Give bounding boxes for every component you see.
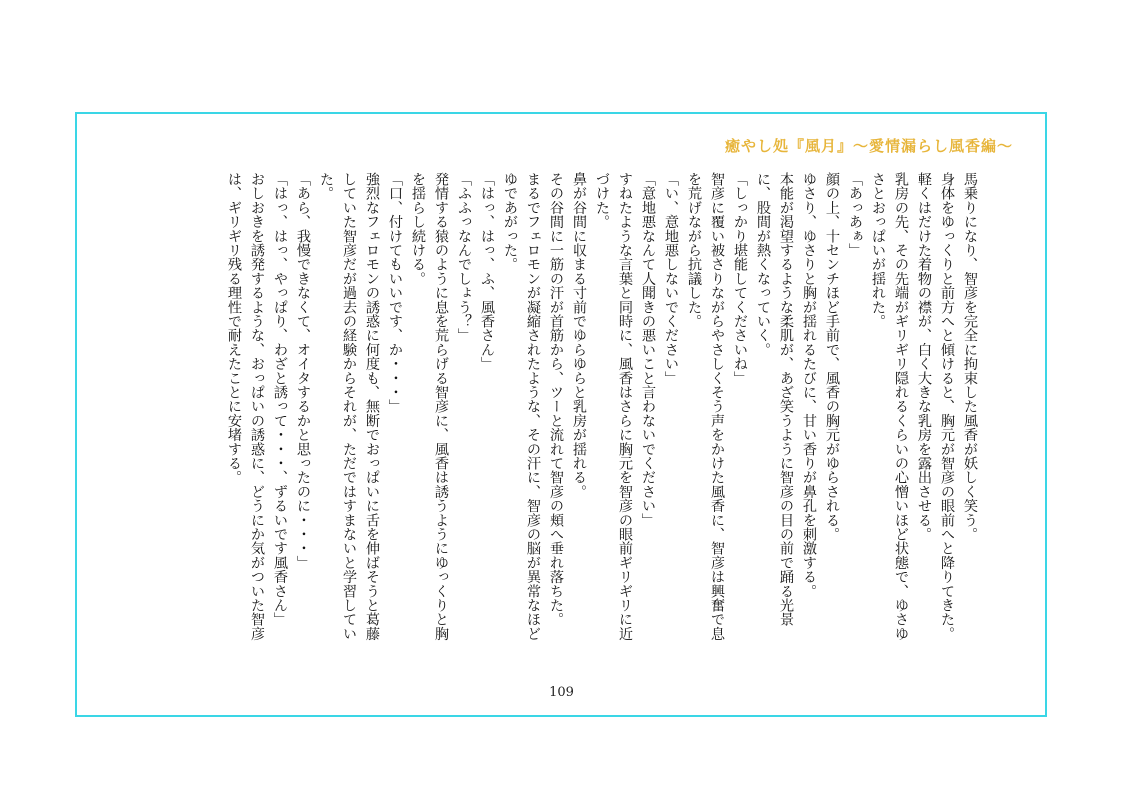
text-line: 軽くはだけた着物の襟が、白く大きな乳房を露出させる。	[916, 172, 932, 542]
text-line: 「口、付けてもいいです、か・・・」	[387, 172, 403, 414]
page-number: 109	[549, 685, 574, 700]
text-line: ゆさり、ゆさりと胸が揺れるたびに、甘い香りが鼻孔を刺激する。	[801, 172, 817, 598]
text-line: 身体をゆっくりと前方へと傾けると、胸元が智彦の眼前へと降りてきた。	[939, 172, 955, 641]
text-line: 強烈なフェロモンの誘惑に何度も、無断でおっぱいに舌を伸ばそうと葛藤していた智彦だが過去の経験からそれが、ただではすまないと学習していた。	[318, 172, 380, 641]
text-line: 発情する猿のように息を荒らげる智彦に、風香は誘うようにゆっくりと胸を揺らし続ける。	[410, 172, 449, 641]
text-line: 顔の上、十センチほど手前で、風香の胸元がゆらされる。	[824, 172, 840, 542]
text-line: 本能が渇望するような柔肌が、あざ笑うように智彦の目の前で踊る光景に、股間が熱くなっていく。	[755, 172, 794, 627]
text-line: 「あっあぁ」	[847, 172, 863, 258]
text-line: 「ふふっなんでしょう？」	[456, 172, 472, 343]
text-line: まるでフェロモンが凝縮されたような、その汗に、智彦の脳が異常なほどゆであがった。	[502, 172, 541, 641]
text-line: その谷間に一筋の汗が首筋から、ツーと流れて智彦の頬へ垂れ落ちた。	[548, 172, 564, 627]
text-line: 「はっ、はっ、ふ、風香さん」	[479, 172, 495, 371]
text-line: 「はっ、はっ、やっぱり、わざと誘って・・・、ずるいです風香さん」	[272, 172, 288, 627]
chapter-title: 癒やし処『風月』〜愛情漏らし風香編〜	[724, 137, 1013, 155]
text-line: 馬乗りになり、智彦を完全に拘束した風香が妖しく笑う。	[962, 172, 978, 542]
text-line: すねたような言葉と同時に、風香はさらに胸元を智彦の眼前ギリギリに近づけた。	[594, 172, 633, 641]
text-line: 「意地悪なんて人聞きの悪いこと言わないでください」	[640, 172, 656, 527]
text-line: 「しっかり堪能してくださいね」	[732, 172, 748, 385]
text-line: おしおきを誘発するような、おっぱいの誘惑に、どうにか気がついた智彦は、ギリギリ残る理性で耐えたことに安堵する。	[226, 172, 265, 641]
text-line: 「い、意地悪しないでください」	[663, 172, 679, 385]
text-line: 「あら、我慢できなくて、オイタするかと思ったのに・・・」	[295, 172, 311, 570]
text-line: 智彦に覆い被さりながらやさしくそう声をかけた風香に、智彦は興奮で息を荒げながら抗議した。	[686, 172, 725, 641]
text-line: 鼻が谷間に収まる寸前でゆらゆらと乳房が揺れる。	[571, 172, 587, 499]
vertical-body-text	[181, 172, 981, 652]
text-line: 乳房の先、その先端がギリギリ隠れるくらいの心憎いほど状態で、ゆさゆさとおっぱいが揺れた。	[870, 172, 909, 641]
